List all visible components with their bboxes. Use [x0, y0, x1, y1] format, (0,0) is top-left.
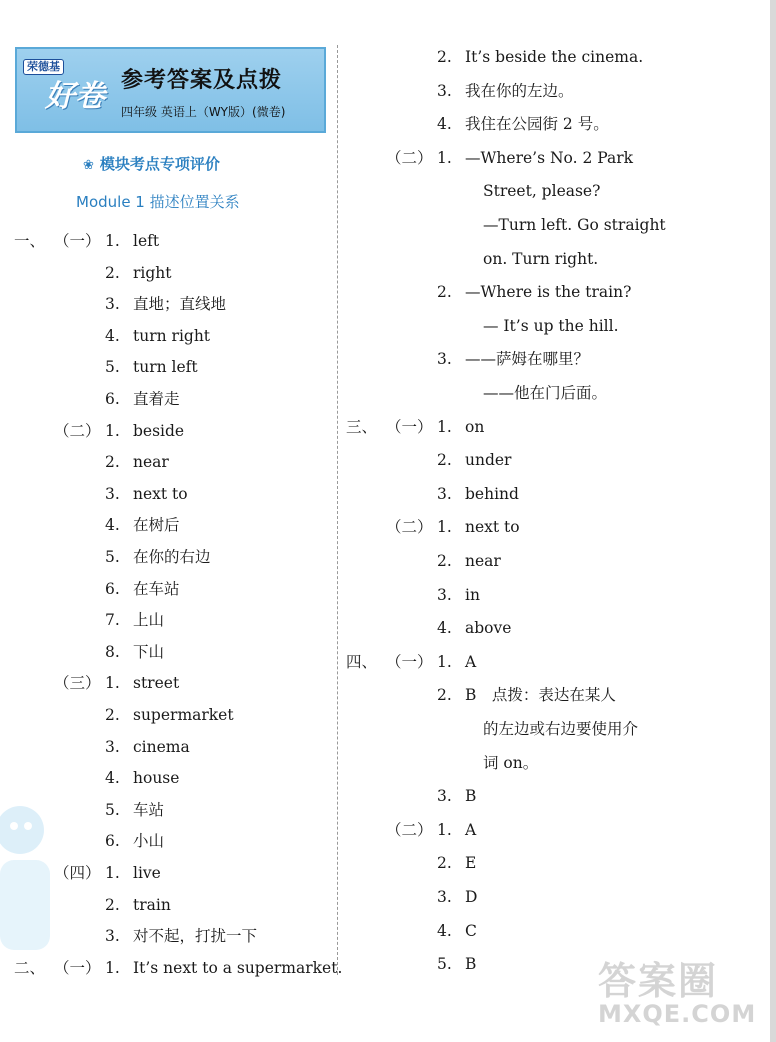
answer-number: 4. — [437, 619, 452, 638]
answer-number: 2. — [105, 706, 120, 724]
answer-text: A — [465, 652, 477, 671]
answer-number: 4. — [437, 921, 452, 940]
answer-number: 4. — [437, 115, 452, 134]
page-edge — [770, 0, 776, 1042]
answer-text: behind — [465, 484, 519, 503]
answer-text: on — [465, 417, 485, 436]
answer-text: beside — [133, 421, 185, 440]
answer-text: in — [465, 585, 480, 604]
answer-text: 直地；直线地 — [133, 295, 227, 314]
answer-number: 3. — [437, 888, 452, 906]
answer-subpart-label: （四） — [54, 864, 101, 882]
answer-subpart-label: （一） — [54, 232, 101, 250]
answer-text: 在树后 — [133, 516, 180, 535]
answer-text: It’s next to a supermarket. — [133, 958, 343, 977]
answer-text: E — [465, 854, 477, 873]
module-title: Module 1 描述位置关系 — [76, 193, 240, 211]
answer-number: 5. — [105, 800, 120, 819]
answer-text: under — [465, 451, 512, 470]
answer-number: 3. — [437, 484, 452, 503]
answer-number: 5. — [105, 548, 120, 566]
answer-text: C — [465, 921, 477, 940]
answer-subpart-label: （二） — [386, 148, 433, 167]
answer-text: ——萨姆在哪里？ — [465, 350, 590, 369]
header-banner — [15, 47, 326, 133]
answer-number: 1. — [105, 232, 120, 250]
answer-text: A — [465, 820, 477, 839]
header-title: 参考答案及点拨 — [121, 68, 283, 93]
answer-number: 1. — [437, 652, 452, 671]
answer-text: near — [465, 552, 501, 570]
answer-text: B — [465, 787, 477, 806]
answer-number: 3. — [437, 787, 452, 806]
answer-subpart-label: （一） — [386, 652, 433, 671]
answer-text: supermarket — [133, 706, 234, 724]
answer-number: 7. — [105, 611, 120, 630]
answer-text: ——他在门后面。 — [483, 384, 608, 402]
answer-text: live — [133, 864, 161, 882]
answer-text: turn right — [133, 326, 211, 345]
answer-text: 直着走 — [133, 390, 180, 408]
answer-text: B — [465, 955, 477, 974]
answer-number: 2. — [437, 48, 452, 66]
answer-number: 6. — [105, 390, 120, 408]
answer-text: It’s beside the cinema. — [465, 48, 644, 66]
answer-part-label: 一、 — [14, 232, 46, 250]
answer-text: train — [133, 895, 171, 914]
answer-text: 在你的右边 — [133, 548, 211, 566]
answer-number: 1. — [437, 518, 452, 537]
answer-text: next to — [133, 484, 188, 503]
mascot-watermark — [0, 800, 60, 960]
answer-number: 5. — [105, 358, 120, 377]
answer-text: 词 on。 — [483, 753, 539, 772]
paw-icon: ❀ — [83, 158, 94, 173]
answer-number: 3. — [105, 927, 120, 946]
answer-text: left — [133, 232, 160, 250]
answer-text: street — [133, 674, 180, 693]
answer-number: 3. — [437, 81, 452, 100]
section-title: ❀ 模块考点专项评价 — [83, 155, 220, 173]
watermark-logo: 答案圈 — [598, 959, 719, 1003]
answer-number: 2. — [437, 854, 452, 873]
answer-part-label: 三、 — [346, 417, 378, 436]
answer-text: above — [465, 619, 512, 638]
brand-tag: 荣德基 — [23, 59, 64, 75]
watermark-url: MXQE.COM — [598, 1000, 757, 1028]
answer-number: 3. — [105, 295, 120, 314]
answer-number: 8. — [105, 642, 120, 661]
answer-text: B 点拨：表达在某人 — [465, 686, 616, 705]
answer-number: 3. — [437, 350, 452, 369]
answer-number: 2. — [437, 552, 452, 570]
answer-subpart-label: （一） — [54, 958, 101, 977]
answer-text: D — [465, 888, 478, 906]
answer-text: 的左边或右边要使用介 — [483, 720, 639, 738]
answer-text: near — [133, 453, 169, 472]
answer-number: 2. — [105, 263, 120, 282]
answer-text: 在车站 — [133, 579, 180, 598]
answer-number: 1. — [437, 148, 452, 167]
answer-text: 我住在公园街 2 号。 — [465, 115, 609, 134]
answer-text: 我在你的左边。 — [465, 81, 574, 100]
answer-subpart-label: （二） — [386, 820, 433, 839]
answer-number: 3. — [105, 737, 120, 756]
answer-text: 车站 — [133, 800, 165, 819]
answer-text: 下山 — [133, 642, 165, 661]
answer-text: right — [133, 263, 172, 282]
answer-text: 上山 — [133, 611, 165, 630]
answer-number: 1. — [105, 864, 120, 882]
answer-text: —Where’s No. 2 Park — [465, 148, 634, 167]
answer-number: 1. — [437, 820, 452, 839]
answer-text: — It’s up the hill. — [483, 316, 619, 335]
answer-number: 6. — [105, 832, 120, 851]
answer-part-label: 四、 — [346, 652, 378, 671]
answer-number: 1. — [437, 417, 452, 436]
column-divider — [337, 45, 338, 975]
answer-text: 对不起，打扰一下 — [133, 927, 258, 946]
answer-number: 6. — [105, 579, 120, 598]
answer-text: —Where is the train? — [465, 283, 632, 302]
answer-text: cinema — [133, 737, 190, 756]
answer-text: 小山 — [133, 832, 165, 851]
answer-number: 3. — [105, 484, 120, 503]
answer-number: 3. — [437, 585, 452, 604]
logo: 好卷 — [45, 79, 105, 114]
header-subtitle: 四年级 英语上（WY版）(微卷) — [121, 105, 286, 119]
answer-part-label: 二、 — [14, 958, 46, 977]
answer-subpart-label: （二） — [386, 518, 433, 537]
answer-number: 2. — [105, 453, 120, 472]
answer-number: 4. — [105, 769, 120, 788]
answer-subpart-label: （三） — [54, 674, 101, 693]
answer-subpart-label: （一） — [386, 417, 433, 436]
answer-number: 4. — [105, 326, 120, 345]
answer-text: on. Turn right. — [483, 249, 599, 268]
answer-number: 2. — [437, 451, 452, 470]
answer-number: 4. — [105, 516, 120, 535]
answer-text: house — [133, 769, 180, 788]
answer-number: 5. — [437, 955, 452, 974]
answer-text: turn left — [133, 358, 198, 377]
answer-text: Street, please? — [483, 182, 601, 201]
answer-subpart-label: （二） — [54, 421, 101, 440]
answer-number: 1. — [105, 674, 120, 693]
answer-number: 1. — [105, 958, 120, 977]
answer-number: 2. — [105, 895, 120, 914]
answer-number: 2. — [437, 283, 452, 302]
answer-text: next to — [465, 518, 520, 537]
answer-text: —Turn left. Go straight — [483, 216, 666, 234]
answer-number: 2. — [437, 686, 452, 705]
answer-number: 1. — [105, 421, 120, 440]
